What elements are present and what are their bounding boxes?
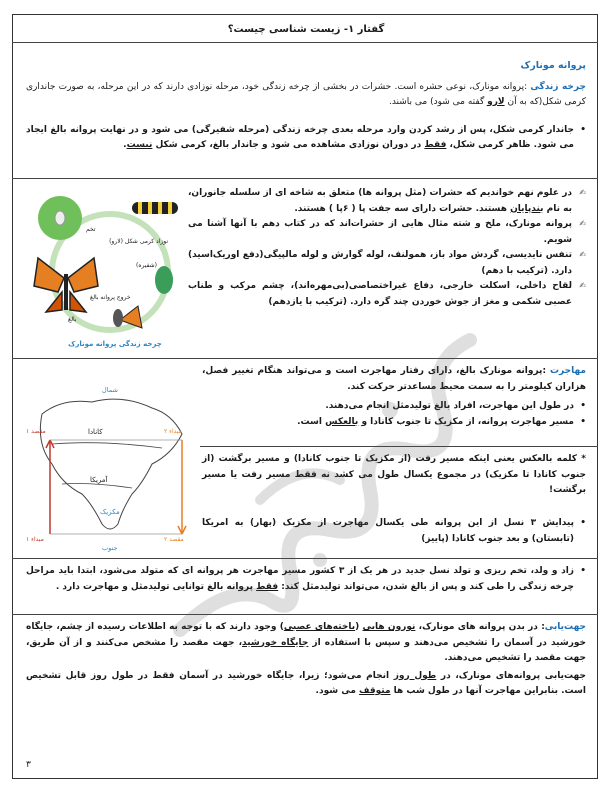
map-origin1: مبداء ۱: [26, 536, 44, 543]
orientation2-a: جهت‌یابی پروانه‌های مونارک، در: [436, 670, 586, 681]
bullet1-c: .: [123, 140, 127, 150]
label-adult: بالغ: [68, 316, 77, 323]
pen-note-3: ✍ تنفس نایدیسی، گردش مواد باز، همولنف، لوله گوارش و لوله مالپیگی(دفع اوریک‌اسید) دارد. (ترکیب با دهم): [188, 248, 586, 279]
map-america: آمریکا: [90, 476, 108, 484]
orientation2-u1: طول روز: [393, 670, 437, 681]
page-title: گفتار ۱- زیست شناسی چیست؟: [227, 24, 385, 35]
map-mexico: مکزیک: [100, 508, 120, 516]
title-divider: [12, 42, 598, 43]
divider-4: [12, 558, 598, 559]
page-number: ۳: [26, 760, 31, 770]
bullet3-a: مسیر مهاجرت پروانه، از مکزیک تا جنوب کانادا و: [358, 416, 574, 427]
life-cycle-diagram: [24, 188, 200, 356]
orientation-paragraph-2: [26, 669, 586, 700]
divider-5: [12, 614, 598, 615]
bullet5-a: زاد و ولد، تخم ریزی و تولد نسل جدید در هر یک از ۳ کشور مسیر مهاجرت هر پروانه ای که متولد می‌شود، ابتدا باید مراحل چرخه زندگی را طی کند و پس از بالغ شدن، می‌تواند تولیدمثل کند:: [26, 566, 574, 592]
pen-notes: [188, 186, 586, 310]
migration-label: مهاجرت: [549, 366, 586, 376]
bullet3-b: است.: [297, 416, 326, 427]
orientation-section: [26, 620, 586, 700]
star-note: [202, 452, 586, 499]
egg-icon: [55, 211, 65, 225]
divider-1: [12, 178, 598, 179]
orientation-label: جهت‌یابی: [544, 622, 586, 632]
pen-note-1-b: هستند. حشرات دارای سه جفت پا ( ۶پا ) هستند.: [294, 203, 511, 214]
bullet-route: [202, 415, 586, 431]
bullet1-a: جاندار کرمی شکل، پس از رشد کردن وارد مرحله بعدی چرخه زندگی (مرحله شفیرگی) می شود و در نهایت پروانه بالغ ایجاد می شود. ظاهر کرمی شکل،: [26, 124, 574, 150]
life-cycle-text: :پروانه مونارک، نوعی حشره است. حشرات در بخشی از چرخه زندگی خود، مرحله نوزادی دارند که در این مرحله، به صورت جانداری کرمی شکل(که به آن: [26, 81, 586, 107]
bullet-reproduce: • در طول این مهاجرت، افراد بالغ تولیدمثل انجام می‌دهند.: [202, 399, 586, 415]
section-title: پروانه مونارک: [520, 60, 586, 71]
chrysalis-icon: [155, 266, 173, 294]
butterfly-icon: [34, 258, 98, 312]
orientation-c: ) وجود دارند که با توجه به اطلاعات رسیده از چشم، جایگاه خورشید در آسمان را تشخیص می‌دهند و سپس با استفاده از: [26, 622, 586, 648]
orientation-u3: جایگاه خورشید: [242, 637, 309, 648]
bullet-generations: • پیدایش ۳ نسل از این پروانه طی یکسال مهاجرت از مکزیک (بهار) به امریکا (تابستان) و بعد جنوب کانادا (پاییز): [202, 516, 586, 547]
map-north: شمال: [102, 386, 118, 394]
orientation-paragraph: [26, 620, 586, 667]
divider-3: [200, 446, 598, 447]
caterpillar-icon: [132, 202, 178, 214]
pen-note-1: [188, 186, 586, 217]
bullet1-b: در دوران نوزادی مشاهده می شود و جاندار بالغ، کرمی شکل: [152, 140, 425, 150]
reproduction-note: [26, 564, 586, 595]
north-america-map: [22, 384, 202, 556]
label-egg: تخم: [86, 226, 96, 233]
generations-note: [202, 516, 586, 547]
label-emerge: خروج پروانه بالغ: [90, 294, 131, 301]
migration-section: [202, 364, 586, 430]
orientation-a: : در بدن پروانه های مونارک،: [415, 622, 545, 632]
map-south: جنوب: [102, 544, 118, 552]
bullet1-fagat: فقط: [424, 140, 447, 150]
bullet-larva-stage: [26, 123, 586, 154]
section-intro: [26, 58, 586, 154]
map-dest2: مقصد ۲: [164, 536, 184, 543]
map-origin2: مبداء ۲: [164, 428, 182, 435]
divider-2: [12, 358, 598, 359]
migration-text: :پروانه مونارک بالغ، دارای رفتار مهاجرت است و می‌تواند هنگام تغییر فصل، هزاران کیلومتر را به سمت محیط مساعدتر حرکت کند.: [202, 366, 586, 392]
bullet5-u: فقط: [256, 581, 279, 592]
map-canada: کانادا: [88, 428, 103, 436]
pen-note-2: ✍ پروانه مونارک، ملخ و شته مثال هایی از حشرات‌اند که در کتاب دهم با آنها آشنا می شویم.: [188, 217, 586, 248]
life-cycle-paragraph: [26, 80, 586, 111]
orientation2-u2: متوقف: [359, 686, 391, 696]
star-note-text: * کلمه بالعکس یعنی اینکه مسیر رفت (از مکزیک تا جنوب کانادا) و مسیر برگشت (از جنوب کانادا تا مکزیک) در مجموع یکسال طول می کشد نه فقط مسیر رفت یا مسیر برگشت!: [202, 454, 586, 495]
life-cycle-label: چرخه زندگی: [530, 81, 587, 92]
pen-note-1-u: بندپایان: [510, 203, 544, 214]
orientation-b: (: [355, 622, 363, 632]
pen-note-4: ✍ لقاح داخلی، اسکلت خارجی، دفاع غیراختصاصی(بی‌مهره‌اند)، چشم مرکب و طناب عصبی شکمی و مغز از جوش خوردن چند گره دارد. (ترکیب با یازدهم): [188, 279, 586, 310]
migration-paragraph: [202, 364, 586, 395]
life-cycle-figure: [24, 188, 200, 356]
migration-map: [22, 384, 202, 556]
larva-term: لارو: [487, 97, 505, 107]
orientation2-c: می شود.: [315, 686, 360, 696]
orientation-u1: نورون هایی: [362, 622, 416, 632]
orientation2-b: انجام می‌شود؛ زیرا، جایگاه خورشید در آسمان فقط در طول روز قابل تشخیص است. بنابراین مهاجرت آنها در طول شب ها: [26, 670, 586, 696]
label-larva: نوزاد کرمی شکل (لارو): [109, 238, 168, 245]
pen-note-1-a: در علوم نهم خواندیم که حشرات (مثل پروانه ها) متعلق به شاخه ای از سلسله جانوران، به نام: [188, 188, 572, 214]
bullet5-b: پروانه بالغ توانایی تولیدمثل و مهاجرت دارد .: [55, 581, 257, 592]
label-pupa: (شفیره): [136, 262, 158, 269]
orientation-d: ، جهت مقصد را مشخص می‌کنند و از آن طریق، جهت مقصد را تشخیص می‌دهند.: [26, 637, 586, 663]
figure-caption: چرخه زندگی پروانه مونارک: [68, 340, 162, 348]
map-dest1: مقصد ۱: [26, 428, 46, 435]
life-cycle-text-end: گفته می شود) می باشند.: [388, 97, 488, 107]
bullet3-u: بالعکس: [325, 416, 359, 427]
bullet1-nist: نیست: [126, 140, 153, 150]
orientation-u2: یاخته‌های عصبی: [283, 622, 356, 632]
bullet-reproduction: [26, 564, 586, 595]
